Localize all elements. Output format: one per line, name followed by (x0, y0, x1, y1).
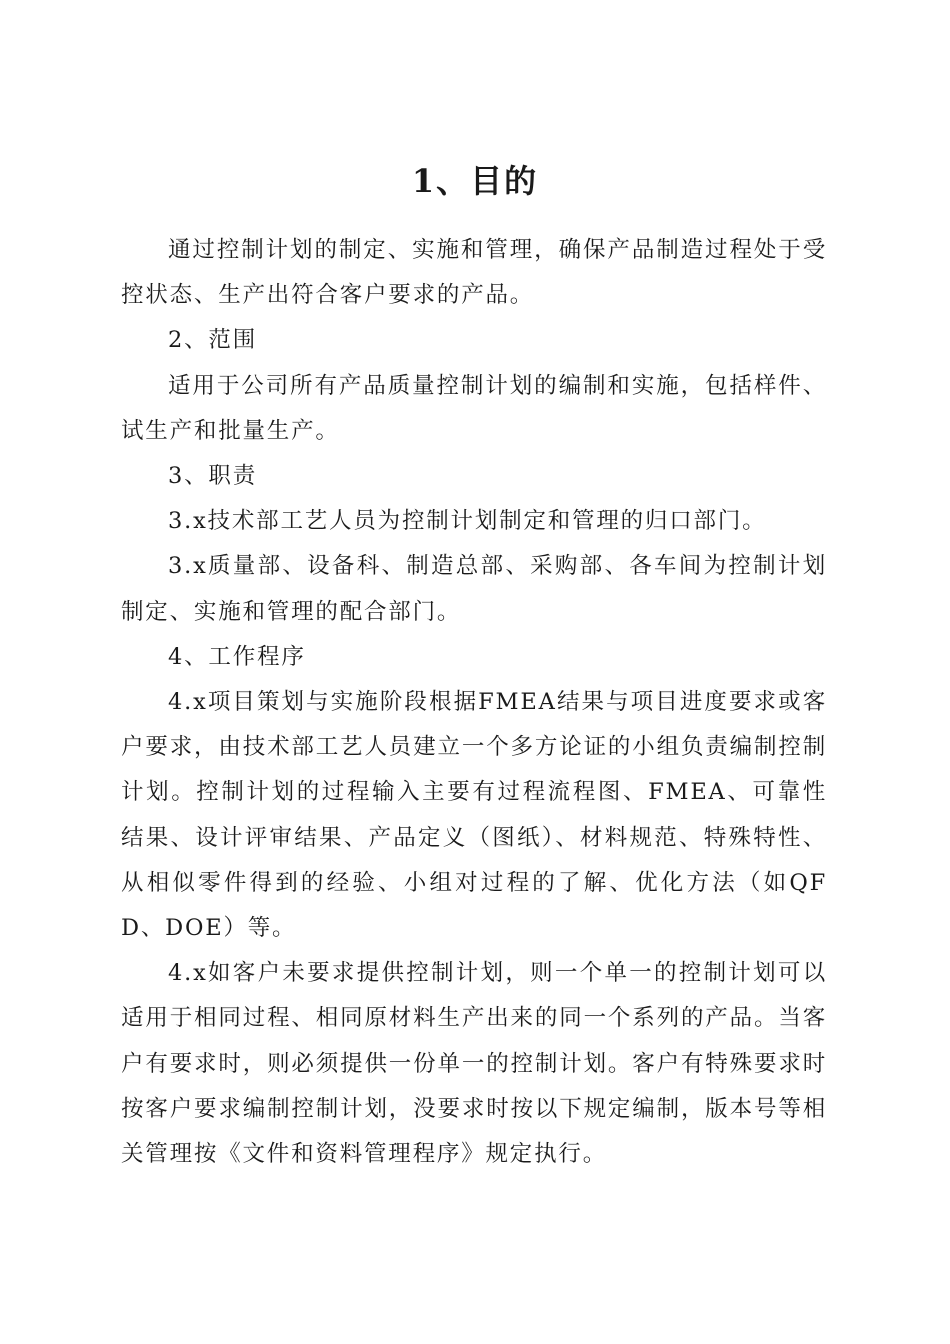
document-body (121, 228, 827, 1177)
heading-scope: 2、范围 (168, 327, 258, 354)
heading-responsibilities: 3、职责 (168, 463, 258, 490)
page-title: 1、目的 (411, 162, 539, 201)
paragraph-purpose: 通过控制计划的制定、实施和管理，确保产品制造过程处于受控状态、生产出符合客户要求的产品。 (121, 237, 827, 309)
paragraph-procedure-planning: 4.x项目策划与实施阶段根据FMEA结果与项目进度要求或客户要求，由技术部工艺人员建立一个多方论证的小组负责编制控制计划。控制计划的过程输入主要有过程流程图、FMEA、可靠性结果、设计评审结果、产品定义（图纸）、材料规范、特殊特性、从相似零件得到的经验、小组对过程的了解、优化方法（如QFD、DOE）等。 (121, 689, 827, 942)
paragraph-responsibility-tech: 3.x技术部工艺人员为控制计划制定和管理的归口部门。 (168, 508, 767, 535)
paragraph-procedure-customer: 4.x如客户未要求提供控制计划，则一个单一的控制计划可以适用于相同过程、相同原材料生产出来的同一个系列的产品。当客户有要求时，则必须提供一份单一的控制计划。客户有特殊要求时按客户要求编制控制计划，没要求时按以下规定编制，版本号等相关管理按《文件和资料管理程序》规定执行。 (121, 960, 827, 1168)
paragraph-scope: 适用于公司所有产品质量控制计划的编制和实施，包括样件、试生产和批量生产。 (121, 372, 827, 444)
heading-procedure: 4、工作程序 (168, 643, 306, 670)
paragraph-responsibility-quality: 3.x质量部、设备科、制造总部、采购部、各车间为控制计划制定、实施和管理的配合部门。 (121, 553, 827, 625)
